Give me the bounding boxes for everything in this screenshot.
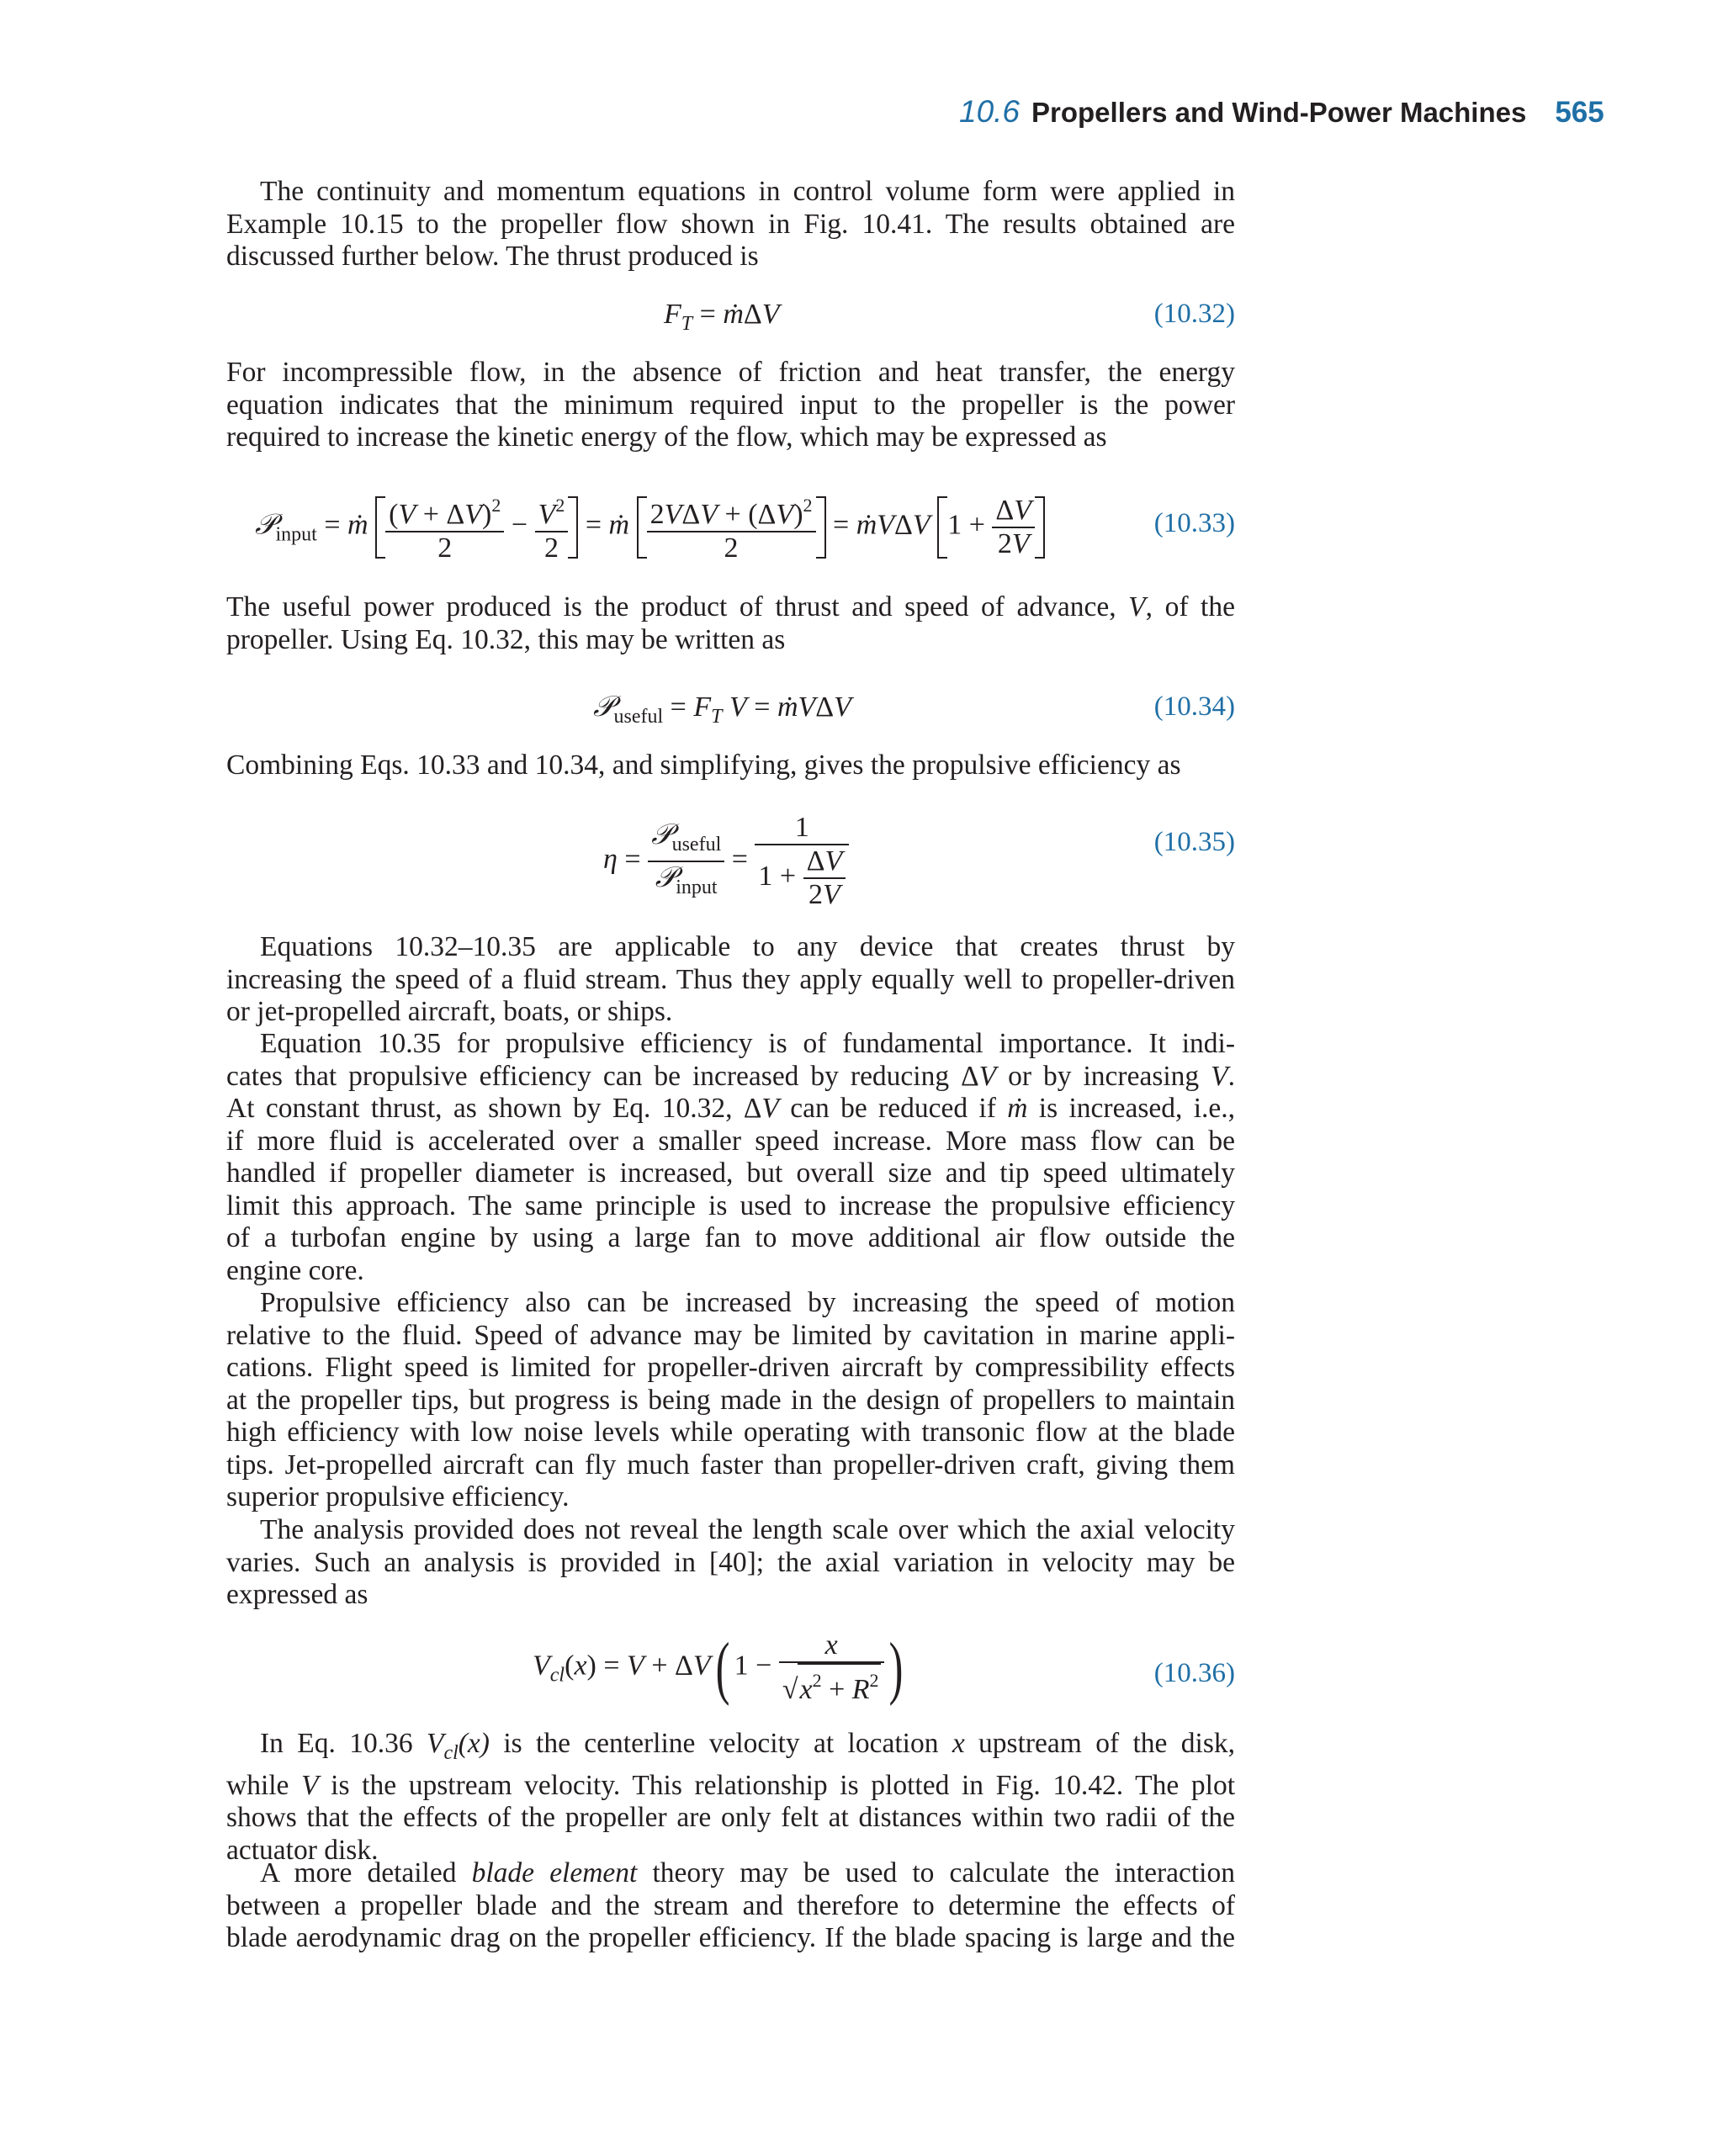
text-line: The continuity and momentum equations in control volume form were applied in (260, 176, 1235, 207)
text-run: cates that propulsive efficiency can be increased by reducing Δ (226, 1060, 979, 1092)
text-line: superior propulsive efficiency. (226, 1481, 570, 1512)
text-line: tips. Jet-propelled aircraft can fly much faster than propeller-driven craft, giving them (226, 1449, 1235, 1481)
equation-body: $V_{cl}(x) = V + \Delta V$( 1 − $\frac{x}{√x^2 + R^2}$ ) (533, 1628, 903, 1707)
running-head (959, 94, 1604, 136)
text-run: is the centerline velocity at location (489, 1728, 952, 1759)
paragraph-4 (226, 750, 1235, 782)
text-run: In Eq. 10.36 (260, 1728, 427, 1759)
paragraph-8 (226, 1514, 1235, 1612)
text-line: For incompressible flow, in the absence of friction and heat transfer, the energy (226, 357, 1235, 388)
text-line: at the propeller tips, but progress is being made in the design of propellers to maintain (226, 1384, 1235, 1416)
text-line: relative to the fluid. Speed of advance may be limited by cavitation in marine appli- (226, 1319, 1235, 1351)
text-line (226, 1093, 1235, 1126)
text-line: handled if propeller diameter is increased, but overall size and tip speed ultimately (226, 1157, 1235, 1189)
equation-number: (10.36) (1153, 1658, 1235, 1688)
text-line: blade aerodynamic drag on the propeller efficiency. If the blade spacing is large and the (226, 1922, 1235, 1953)
equation-10-35 (226, 803, 1235, 913)
text-run: can be reduced if (778, 1093, 1008, 1124)
equation-number: (10.35) (1153, 827, 1235, 857)
math-var: V (1128, 591, 1146, 622)
equation-10-32 (226, 299, 1235, 335)
text-run: is increased, i.e., (1027, 1093, 1236, 1124)
text-line: engine core. (226, 1254, 364, 1286)
equation-10-33 (226, 481, 1235, 565)
math-var: ṁ (1007, 1093, 1028, 1124)
text-line: cations. Flight speed is limited for propeller-driven aircraft by compressibility effects (226, 1352, 1235, 1383)
equation-body: 𝒫$_{input}$ = ṁ $\frac{(V + \Delta V)^2}{2}$ − $\frac{V^2}{2}$ = ṁ $\frac{2V\Delta V + (\Delta V)^2}{2}$ = ṁVΔV 1 + $\frac{\Delta V}{2V}$ (255, 490, 1045, 564)
equation-number: (10.34) (1153, 691, 1235, 722)
text-run: The useful power produced is the product of thrust and speed of advance, (226, 591, 1129, 622)
equation-body: $F_T$ = ṁΔV (664, 299, 780, 335)
text-line: Equations 10.32–10.35 are applicable to any device that creates thrust by (260, 931, 1235, 962)
section-title: Propellers and Wind-Power Machines (1031, 97, 1527, 128)
text-line: Propulsive efficiency also can be increased by increasing the speed of motion (260, 1287, 1235, 1318)
section-number: 10.6 (959, 94, 1021, 129)
paragraph-6 (226, 1028, 1235, 1287)
paragraph-9 (226, 1728, 1235, 1867)
equation-10-34 (226, 691, 1235, 728)
page-number: 565 (1555, 96, 1604, 129)
text-run: A more detailed (260, 1857, 472, 1888)
equation-10-36 (226, 1629, 1235, 1722)
paragraph-10 (226, 1857, 1235, 1955)
text-line: The analysis provided does not reveal the length scale over which the axial velocity (260, 1514, 1235, 1545)
paragraph-7 (226, 1287, 1235, 1514)
math-var: V (301, 1769, 319, 1801)
text-line (226, 1061, 1235, 1094)
math-var: V (761, 1093, 779, 1124)
text-line: discussed further below. The thrust produced is (226, 241, 759, 272)
text-run: , of the (1145, 591, 1235, 622)
paragraph-1 (226, 176, 1235, 273)
text-line: Equation 10.35 for propulsive efficiency is of fundamental importance. It indi- (260, 1028, 1235, 1059)
emphasis-text: blade element (471, 1857, 638, 1888)
text-line: equation indicates that the minimum required input to the propeller is the power (226, 389, 1235, 421)
text-run: At constant thrust, as shown by Eq. 10.32, Δ (226, 1093, 762, 1124)
equation-body: 𝒫$_{useful}$ = $F_T$ V = ṁVΔV (593, 691, 851, 728)
paragraph-3 (226, 591, 1235, 656)
text-run: upstream of the disk, (964, 1728, 1235, 1759)
text-line (226, 1728, 1235, 1770)
text-line: shows that the effects of the propeller are only felt at distances within two radii of the (226, 1802, 1235, 1833)
math-var: x (952, 1728, 965, 1759)
text-line: high efficiency with low noise levels while operating with transonic flow at the blade (226, 1417, 1235, 1448)
equation-number: (10.33) (1153, 508, 1235, 538)
text-line: if more fluid is accelerated over a smaller speed increase. More mass flow can be (226, 1125, 1235, 1157)
text-run: theory may be used to calculate the interaction (637, 1857, 1235, 1888)
text-line: expressed as (226, 1579, 368, 1610)
text-run: is the upstream velocity. This relationship is plotted in Fig. 10.42. The plot (318, 1769, 1235, 1801)
text-line: Example 10.15 to the propeller flow shown in Fig. 10.41. The results obtained are (226, 208, 1235, 240)
text-line (226, 591, 1235, 624)
text-run: while (226, 1769, 302, 1801)
text-line: Combining Eqs. 10.33 and 10.34, and simplifying, gives the propulsive efficiency as (226, 750, 1181, 781)
paragraph-2 (226, 357, 1235, 454)
text-line (226, 1770, 1235, 1803)
text-line: actuator disk. (226, 1834, 379, 1866)
paragraph-5 (226, 931, 1235, 1029)
text-line: between a propeller blade and the stream and therefore to determine the effects of (226, 1889, 1235, 1921)
text-line: increasing the speed of a fluid stream. Thus they apply equally well to propeller-driven (226, 963, 1235, 995)
math-var: V (1211, 1060, 1228, 1092)
text-run: or by increasing (996, 1060, 1211, 1092)
text-run: . (1227, 1060, 1236, 1092)
text-line: of a turbofan engine by using a large fan to move additional air flow outside the (226, 1222, 1235, 1253)
math-var: V (978, 1060, 997, 1092)
text-line (226, 1857, 1235, 1890)
text-line: or jet-propelled aircraft, boats, or ships. (226, 996, 673, 1027)
math-var: $V_{cl}(x)$ (426, 1728, 490, 1764)
text-line: limit this approach. The same principle is used to increase the propulsive efficiency (226, 1189, 1235, 1221)
text-line: required to increase the kinetic energy of the flow, which may be expressed as (226, 421, 1107, 453)
equation-body: η = $\frac{𝒫_{useful}}{𝒫_{input}}$ = 1 1 + $\frac{\Delta V}{2V}$ (603, 812, 849, 911)
equation-number: (10.32) (1153, 299, 1235, 329)
text-line: varies. Such an analysis is provided in [40]; the axial variation in velocity may be (226, 1546, 1235, 1578)
text-line: propeller. Using Eq. 10.32, this may be written as (226, 623, 786, 655)
